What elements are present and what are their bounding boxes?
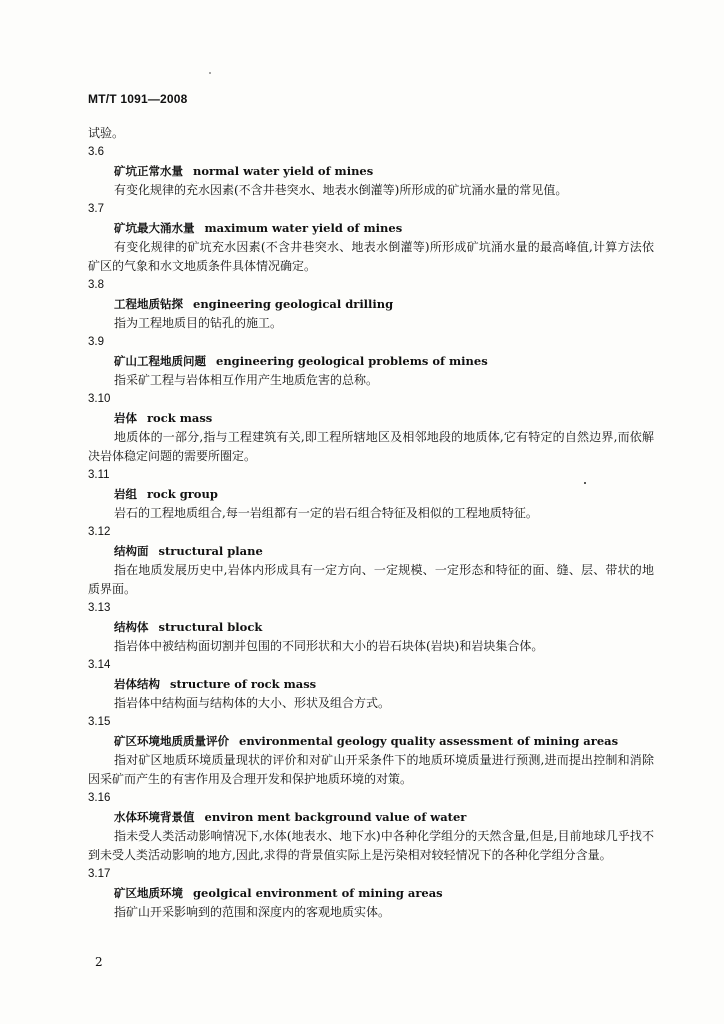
- term-chinese: 工程地质钻探: [114, 297, 183, 311]
- term-chinese: 结构面: [114, 544, 149, 558]
- speck-mark: [209, 72, 211, 74]
- term-definition: 岩石的工程地质组合,每一岩组都有一定的岩石组合特征及相似的工程地质特征。: [114, 506, 538, 520]
- term-chinese: 矿山工程地质问题: [114, 354, 206, 368]
- term-number: 3.16: [88, 792, 111, 804]
- term-entries: [88, 143, 654, 922]
- term-definition: 指在地质发展历史中,岩体内形成具有一定方向、一定规模、一定形态和特征的面、缝、层、带状的地质界面。: [88, 563, 654, 596]
- term-heading: [114, 675, 654, 694]
- term-number: 3.14: [88, 659, 111, 671]
- term-english: structural block: [158, 620, 263, 634]
- term-english: engineering geological problems of mines: [216, 354, 488, 368]
- term-heading: [114, 542, 654, 561]
- term-heading: [114, 352, 654, 371]
- term-heading: [114, 162, 654, 181]
- term-number: 3.9: [88, 336, 104, 348]
- term-chinese: 矿坑正常水量: [114, 164, 183, 178]
- term-heading: [114, 295, 654, 314]
- speck-mark: [584, 482, 586, 484]
- term-heading: [114, 808, 654, 827]
- term-heading: [114, 485, 654, 504]
- term-definition: 指采矿工程与岩体相互作用产生地质危害的总称。: [114, 373, 379, 387]
- term-number: 3.15: [88, 716, 111, 728]
- page-number: 2: [95, 955, 103, 969]
- lead-text: 试验。: [88, 126, 125, 140]
- term-number: 3.12: [88, 526, 111, 538]
- term-heading: [114, 219, 654, 238]
- term-definition: 指矿山开采影响到的范围和深度内的客观地质实体。: [114, 905, 391, 919]
- document-body: [88, 124, 654, 922]
- term-definition: 指岩体中结构面与结构体的大小、形状及组合方式。: [114, 696, 391, 710]
- term-chinese: 结构体: [114, 620, 149, 634]
- term-english: engineering geological drilling: [193, 297, 394, 311]
- term-english: environ ment background value of water: [204, 810, 467, 824]
- term-english: maximum water yield of mines: [204, 221, 403, 235]
- term-heading: [114, 409, 654, 428]
- term-number: 3.6: [88, 146, 104, 158]
- term-chinese: 岩体结构: [114, 677, 160, 691]
- term-heading: [114, 732, 654, 751]
- term-definition: 指岩体中被结构面切割并包围的不同形状和大小的岩石块体(岩块)和岩块集合体。: [114, 639, 544, 653]
- term-english: structure of rock mass: [170, 677, 317, 691]
- term-number: 3.17: [88, 868, 111, 880]
- standard-header: MT/T 1091—2008: [88, 92, 188, 106]
- term-definition: 指为工程地质目的钻孔的施工。: [114, 316, 283, 330]
- term-heading: [114, 618, 654, 637]
- term-number: 3.10: [88, 393, 111, 405]
- term-number: 3.8: [88, 279, 104, 291]
- term-number: 3.13: [88, 602, 111, 614]
- term-heading: [114, 884, 654, 903]
- term-english: normal water yield of mines: [193, 164, 374, 178]
- term-chinese: 矿坑最大涌水量: [114, 221, 195, 235]
- term-english: rock mass: [147, 411, 213, 425]
- term-definition: 有变化规律的充水因素(不含井巷突水、地表水倒灌等)所形成的矿坑涌水量的常见值。: [114, 183, 568, 197]
- term-english: environmental geology quality assessment of mining areas: [239, 734, 619, 748]
- term-chinese: 岩体: [114, 411, 137, 425]
- term-chinese: 岩组: [114, 487, 137, 501]
- term-chinese: 矿区地质环境: [114, 886, 183, 900]
- term-definition: 指未受人类活动影响情况下,水体(地表水、地下水)中各种化学组分的天然含量,但是,目前地球几乎找不到未受人类活动影响的地方,因此,求得的背景值实际上是污染相对较轻情况下的各种化学组分含量。: [88, 829, 654, 862]
- term-definition: 指对矿区地质环境质量现状的评价和对矿山开采条件下的地质环境质量进行预测,进而提出控制和消除因采矿而产生的有害作用及合理开发和保护地质环境的对策。: [88, 753, 654, 786]
- term-english: structural plane: [158, 544, 263, 558]
- term-number: 3.7: [88, 203, 104, 215]
- term-chinese: 矿区环境地质质量评价: [114, 734, 229, 748]
- term-english: geolgical environment of mining areas: [193, 886, 443, 900]
- term-number: 3.11: [88, 469, 110, 481]
- term-chinese: 水体环境背景值: [114, 810, 195, 824]
- term-definition: 地质体的一部分,指与工程建筑有关,即工程所辖地区及相邻地段的地质体,它有特定的自然边界,而依解决岩体稳定问题的需要所圈定。: [88, 430, 654, 463]
- term-english: rock group: [147, 487, 218, 501]
- term-definition: 有变化规律的矿坑充水因素(不含井巷突水、地表水倒灌等)所形成矿坑涌水量的最高峰值,计算方法依矿区的气象和水文地质条件具体情况确定。: [88, 240, 654, 273]
